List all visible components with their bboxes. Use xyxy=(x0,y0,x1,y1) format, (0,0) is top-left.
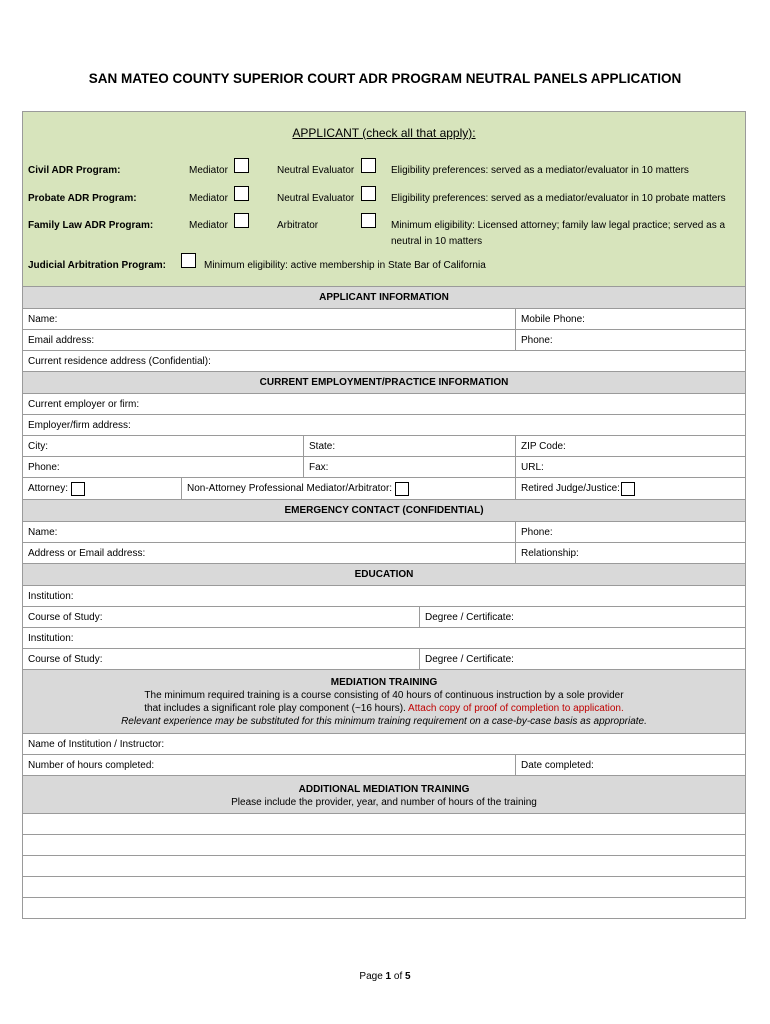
institution-field-1[interactable]: Institution: xyxy=(28,590,74,602)
professional-type-row xyxy=(23,477,745,499)
name-field[interactable]: Name: xyxy=(28,313,58,325)
page-title: SAN MATEO COUNTY SUPERIOR COURT ADR PROGRAM NEUTRAL PANELS APPLICATION xyxy=(88,71,682,86)
employer-address-row xyxy=(23,414,745,435)
attorney-cell xyxy=(23,478,181,499)
email-row xyxy=(23,329,745,350)
mediation-training-header: MEDIATION TRAINING xyxy=(330,677,438,688)
probate-eligibility-note: Eligibility preferences: served as a mediator/evaluator in 10 probate matters xyxy=(391,193,726,204)
probate-neutral-evaluator-checkbox[interactable] xyxy=(361,186,376,201)
page-of-label: of xyxy=(393,971,403,982)
civil-mediator-label: Mediator xyxy=(189,165,228,176)
family-mediator-checkbox[interactable] xyxy=(234,213,249,228)
non-attorney-label: Non-Attorney Professional Mediator/Arbitrator: xyxy=(187,483,393,494)
city-row xyxy=(23,435,745,456)
mediation-training-line3: Relevant experience may be substituted for this minimum training requirement on a case-by-case basis as appropriate. xyxy=(121,716,647,727)
application-form xyxy=(22,111,746,919)
judicial-arbitration-label: Judicial Arbitration Program: xyxy=(28,260,166,271)
institution-field-2[interactable]: Institution: xyxy=(28,632,74,644)
additional-training-line-3[interactable] xyxy=(23,855,745,876)
applicant-section xyxy=(23,112,745,286)
emergency-contact-header: EMERGENCY CONTACT (CONFIDENTIAL) xyxy=(23,499,745,521)
emergency-phone-field[interactable]: Phone: xyxy=(515,522,745,542)
additional-training-header: ADDITIONAL MEDIATION TRAINING xyxy=(298,784,470,795)
mediation-training-line2 xyxy=(23,702,745,715)
mediation-training-line1: The minimum required training is a course consisting of 40 hours of continuous instruction by a sole provider xyxy=(144,690,624,701)
civil-neutral-evaluator-checkbox[interactable] xyxy=(361,158,376,173)
family-eligibility-note-line2: neutral in 10 matters xyxy=(391,236,483,247)
additional-training-line-1[interactable] xyxy=(23,813,745,834)
email-field[interactable]: Email address: xyxy=(28,334,95,346)
additional-training-line-2[interactable] xyxy=(23,834,745,855)
emergency-relationship-field[interactable]: Relationship: xyxy=(515,543,745,563)
emergency-name-row xyxy=(23,521,745,542)
additional-training-line-5[interactable] xyxy=(23,897,745,918)
institution-row-2 xyxy=(23,627,745,648)
additional-training-line-4[interactable] xyxy=(23,876,745,897)
url-field[interactable]: URL: xyxy=(515,457,745,477)
family-arbitrator-label: Arbitrator xyxy=(277,220,319,231)
retired-judge-label: Retired Judge/Justice: xyxy=(521,483,620,494)
course-of-study-field-2[interactable]: Course of Study: xyxy=(28,653,103,665)
judicial-eligibility-note: Minimum eligibility: active membership in State Bar of California xyxy=(204,260,486,271)
training-institution-row xyxy=(23,733,745,754)
page-footer xyxy=(0,971,770,982)
non-attorney-checkbox[interactable] xyxy=(395,482,409,496)
mediation-training-section xyxy=(23,669,745,733)
family-mediator-label: Mediator xyxy=(189,220,228,231)
name-row xyxy=(23,308,745,329)
degree-field-1[interactable]: Degree / Certificate: xyxy=(419,607,745,627)
family-law-adr-label: Family Law ADR Program: xyxy=(28,220,154,231)
residence-address-field[interactable]: Current residence address (Confidential): xyxy=(28,355,211,367)
probate-neutral-evaluator-label: Neutral Evaluator xyxy=(277,193,355,204)
fax-field[interactable]: Fax: xyxy=(303,457,515,477)
civil-neutral-evaluator-label: Neutral Evaluator xyxy=(277,165,355,176)
applicant-information-header: APPLICANT INFORMATION xyxy=(23,286,745,308)
hours-completed-field[interactable]: Number of hours completed: xyxy=(28,759,155,771)
civil-adr-label: Civil ADR Program: xyxy=(28,165,121,176)
family-arbitrator-checkbox[interactable] xyxy=(361,213,376,228)
additional-training-section xyxy=(23,775,745,813)
employment-header: CURRENT EMPLOYMENT/PRACTICE INFORMATION xyxy=(23,371,745,393)
civil-mediator-checkbox[interactable] xyxy=(234,158,249,173)
civil-eligibility-note: Eligibility preferences: served as a mediator/evaluator in 10 matters xyxy=(391,165,689,176)
mobile-phone-field[interactable]: Mobile Phone: xyxy=(515,309,745,329)
mediation-training-line2-text: that includes a significant role play component (~16 hours). xyxy=(144,703,406,714)
family-eligibility-note-line1: Minimum eligibility: Licensed attorney; family law legal practice; served as a xyxy=(391,220,726,231)
employer-phone-field[interactable]: Phone: xyxy=(28,461,60,473)
total-pages-number: 5 xyxy=(405,971,411,982)
probate-mediator-checkbox[interactable] xyxy=(234,186,249,201)
city-field[interactable]: City: xyxy=(28,440,48,452)
employer-row xyxy=(23,393,745,414)
retired-judge-cell xyxy=(515,478,745,499)
phone-fax-row xyxy=(23,456,745,477)
probate-adr-label: Probate ADR Program: xyxy=(28,193,137,204)
attorney-checkbox[interactable] xyxy=(71,482,85,496)
state-field[interactable]: State: xyxy=(303,436,515,456)
non-attorney-cell xyxy=(181,478,515,499)
probate-mediator-label: Mediator xyxy=(189,193,228,204)
applicant-header: APPLICANT (check all that apply): xyxy=(292,126,476,140)
attach-proof-note: Attach copy of proof of completion to application. xyxy=(408,703,624,714)
training-hours-row xyxy=(23,754,745,775)
additional-training-subtitle: Please include the provider, year, and number of hours of the training xyxy=(231,797,537,808)
course-row-2 xyxy=(23,648,745,669)
education-header: EDUCATION xyxy=(23,563,745,585)
degree-field-2[interactable]: Degree / Certificate: xyxy=(419,649,745,669)
employer-address-field[interactable]: Employer/firm address: xyxy=(28,419,131,431)
training-institution-field[interactable]: Name of Institution / Instructor: xyxy=(28,738,165,750)
course-row-1 xyxy=(23,606,745,627)
employer-field[interactable]: Current employer or firm: xyxy=(28,398,140,410)
emergency-address-row xyxy=(23,542,745,563)
current-page-number: 1 xyxy=(385,971,392,982)
phone-field[interactable]: Phone: xyxy=(515,330,745,350)
emergency-name-field[interactable]: Name: xyxy=(28,526,58,538)
date-completed-field[interactable]: Date completed: xyxy=(515,755,745,775)
institution-row-1 xyxy=(23,585,745,606)
attorney-label: Attorney: xyxy=(28,483,69,494)
emergency-address-field[interactable]: Address or Email address: xyxy=(28,547,146,559)
zip-code-field[interactable]: ZIP Code: xyxy=(515,436,745,456)
residence-row xyxy=(23,350,745,371)
course-of-study-field-1[interactable]: Course of Study: xyxy=(28,611,103,623)
retired-judge-checkbox[interactable] xyxy=(621,482,635,496)
page-label: Page xyxy=(359,971,383,982)
judicial-arbitration-checkbox[interactable] xyxy=(181,253,196,268)
